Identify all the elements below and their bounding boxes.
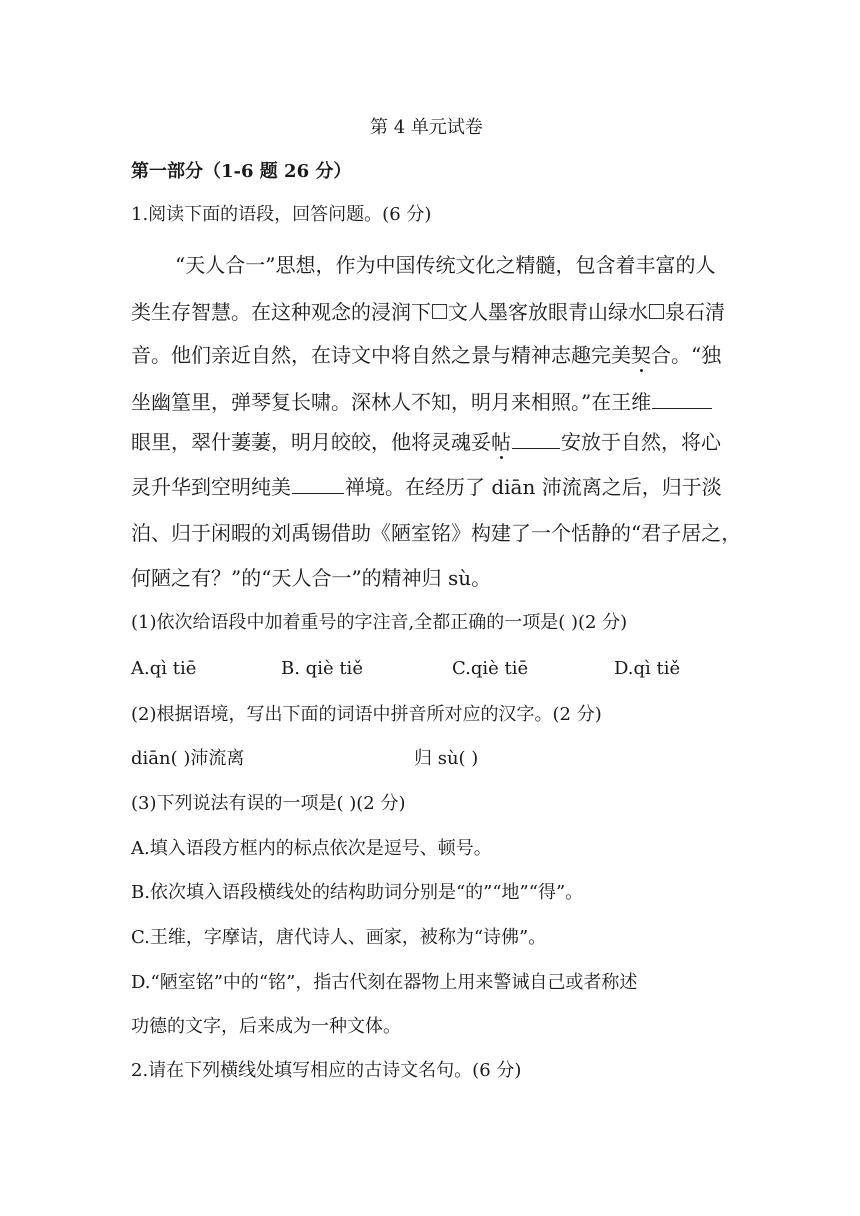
emphasis-char: 契 xyxy=(631,343,651,367)
passage-text: 泉石清 xyxy=(665,300,725,324)
subquestion-3-option-c: C.王维，字摩诘，唐代诗人、画家，被称为“诗佛”。 xyxy=(131,927,547,948)
emphasis-char: 帖 xyxy=(491,430,511,454)
page-title: 第 4 单元试卷 xyxy=(370,117,483,138)
punctuation-box xyxy=(432,304,447,319)
passage-line-2 xyxy=(131,301,725,323)
passage-text: 坐幽篁里，弹琴复长啸。深林人不知，明月来相照。”在王维 xyxy=(131,390,652,414)
fill-blank xyxy=(652,390,712,409)
passage-text: 眼里，翠什萋萋，明月皎皎，他将灵魂妥 xyxy=(131,430,491,454)
subquestion-2-item-b: 归 sù( ) xyxy=(414,748,479,769)
subquestion-3-option-a: A.填入语段方框内的标点依次是逗号、顿号。 xyxy=(131,838,492,859)
question-1-stem: 1.阅读下面的语段，回答问题。(6 分) xyxy=(131,204,432,225)
passage-line-3 xyxy=(131,344,721,366)
punctuation-box xyxy=(649,304,664,319)
passage-text: 文人墨客放眼青山绿水 xyxy=(448,300,648,324)
passage-text: 合。“独 xyxy=(651,343,722,367)
subquestion-1-option-a: A.qì tiē xyxy=(131,658,197,679)
passage-line-6 xyxy=(131,475,722,498)
passage-line-7: 泊、归于闲暇的刘禹锡借助《陋室铭》构建了一个恬静的“君子居之， xyxy=(131,521,742,545)
subquestion-1: (1)依次给语段中加着重号的字注音,全都正确的一项是( )(2 分) xyxy=(131,612,628,633)
passage-line-4 xyxy=(131,390,713,413)
passage-line-5 xyxy=(131,430,721,453)
subquestion-1-option-d: D.qì tiě xyxy=(614,658,681,679)
fill-blank xyxy=(512,430,560,449)
question-2-stem: 2.请在下列横线处填写相应的古诗文名句。(6 分) xyxy=(131,1060,522,1081)
passage-text: 安放于自然，将心 xyxy=(561,430,721,454)
subquestion-3-option-d: D.“陋室铭”中的“铭”，指古代刻在器物上用来警诫自己或者称述 xyxy=(131,972,638,993)
passage-text: 禅境。在经历了 diān 沛流离之后，归于淡 xyxy=(345,475,722,499)
subquestion-1-option-b: B. qiè tiě xyxy=(281,658,363,679)
subquestion-2: (2)根据语境，写出下面的词语中拼音所对应的汉字。(2 分) xyxy=(131,704,602,725)
subquestion-3-option-b: B.依次填入语段横线处的结构助词分别是“的”“地”“得”。 xyxy=(131,882,584,903)
passage-line-8: 何陋之有？”的“天人合一”的精神归 sù。 xyxy=(131,566,492,590)
passage-line-1: “天人合一”思想，作为中国传统文化之精髓，包含着丰富的人 xyxy=(175,253,716,277)
passage-text: 类生存智慧。在这种观念的浸润下 xyxy=(131,300,431,324)
passage-text: 音。他们亲近自然，在诗文中将自然之景与精神志趣完美 xyxy=(131,343,631,367)
fill-blank xyxy=(292,475,344,494)
subquestion-1-option-c: C.qiè tiē xyxy=(452,658,529,679)
section-heading: 第一部分（1-6 题 26 分） xyxy=(131,161,352,182)
passage-text: 灵升华到空明纯美 xyxy=(131,475,291,499)
subquestion-2-item-a: diān( )沛流离 xyxy=(131,748,245,769)
subquestion-3: (3)下列说法有误的一项是( )(2 分) xyxy=(131,793,406,814)
subquestion-3-option-d-cont: 功德的文字，后来成为一种文体。 xyxy=(131,1016,401,1037)
